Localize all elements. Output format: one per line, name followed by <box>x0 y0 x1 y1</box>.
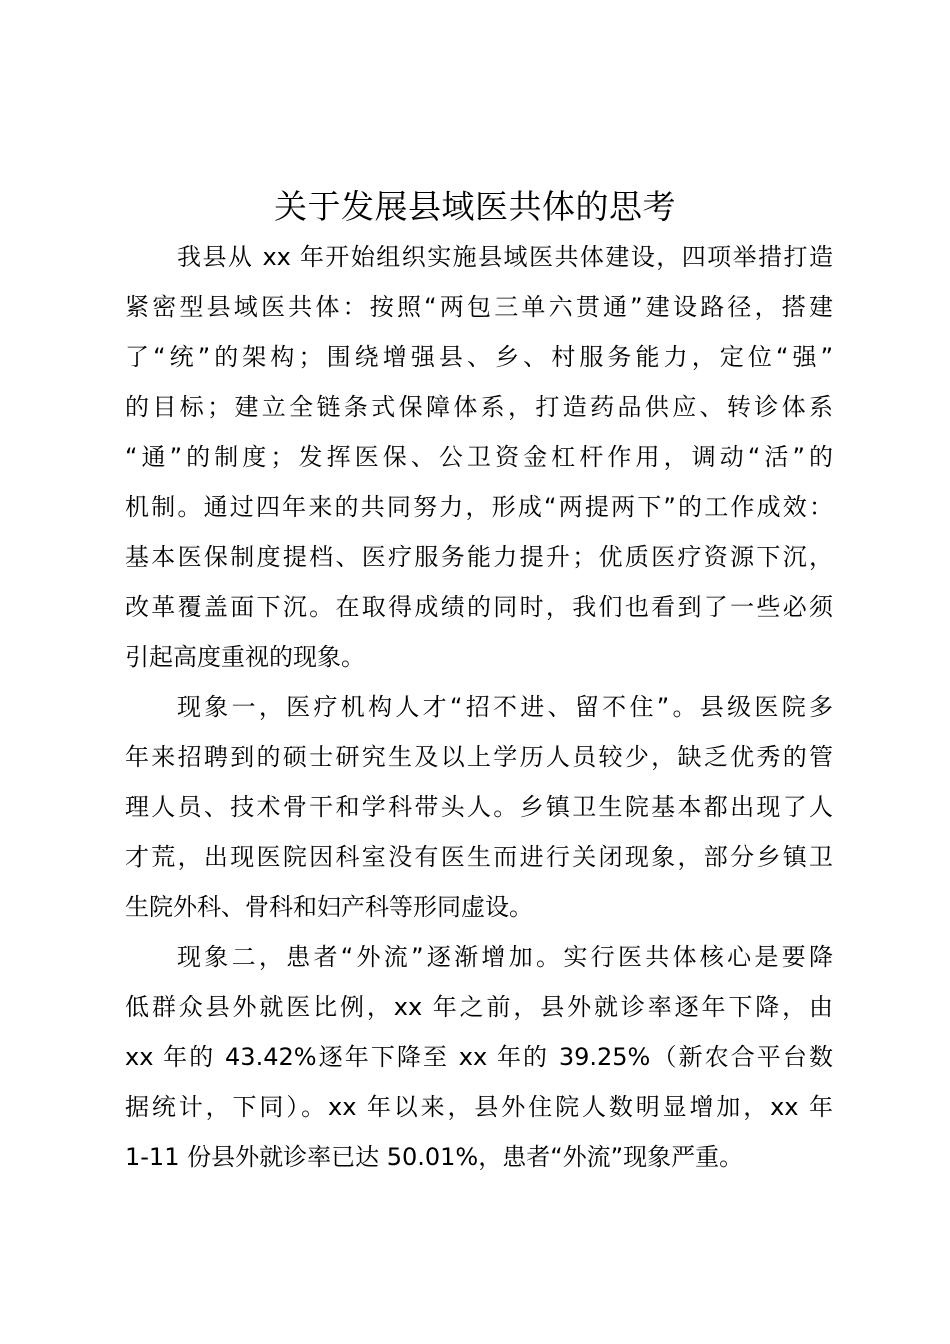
text-line: 生院外科、骨科和妇产科等形同虚设。 <box>125 893 533 921</box>
text-line: 现象一，医疗机构人才“招不进、留不住”。县级医院多 <box>177 693 833 721</box>
paragraph-intro <box>125 232 833 682</box>
document-title: 关于发展县域医共体的思考 <box>274 187 676 226</box>
text-line: 的目标；建立全链条式保障体系，打造药品供应、转诊体系 <box>125 393 833 421</box>
document-body <box>125 232 833 1182</box>
text-line: 改革覆盖面下沉。在取得成绩的同时，我们也看到了一些必须 <box>125 593 833 621</box>
text-line: 引起高度重视的现象。 <box>125 643 365 671</box>
text-line: 基本医保制度提档、医疗服务能力提升；优质医疗资源下沉， <box>125 543 833 571</box>
text-line: 现象二，患者“外流”逐渐增加。实行医共体核心是要降 <box>177 943 833 971</box>
paragraph-phenomenon-one <box>125 682 833 932</box>
text-line: 1-11 份县外就诊率已达 50.01%，患者“外流”现象严重。 <box>125 1143 744 1171</box>
text-line: 据统计，下同）。xx 年以来，县外住院人数明显增加，xx 年 <box>125 1093 833 1121</box>
text-line: 理人员、技术骨干和学科带头人。乡镇卫生院基本都出现了人 <box>125 793 833 821</box>
text-line: 低群众县外就医比例，xx 年之前，县外就诊率逐年下降，由 <box>125 993 833 1021</box>
text-line: 年来招聘到的硕士研究生及以上学历人员较少，缺乏优秀的管 <box>125 743 833 771</box>
text-line: 我县从 xx 年开始组织实施县域医共体建设，四项举措打造 <box>177 243 833 271</box>
text-line: “通”的制度；发挥医保、公卫资金杠杆作用，调动“活”的 <box>125 443 833 471</box>
text-line: 紧密型县域医共体：按照“两包三单六贯通”建设路径，搭建 <box>125 293 833 321</box>
text-line: xx 年的 43.42%逐年下降至 xx 年的 39.25%（新农合平台数 <box>125 1043 833 1071</box>
text-line: 才荒，出现医院因科室没有医生而进行关闭现象，部分乡镇卫 <box>125 843 833 871</box>
text-line: 机制。通过四年来的共同努力，形成“两提两下”的工作成效： <box>125 493 833 521</box>
text-line: 了“统”的架构；围绕增强县、乡、村服务能力，定位“强” <box>125 343 833 371</box>
paragraph-phenomenon-two <box>125 932 833 1182</box>
